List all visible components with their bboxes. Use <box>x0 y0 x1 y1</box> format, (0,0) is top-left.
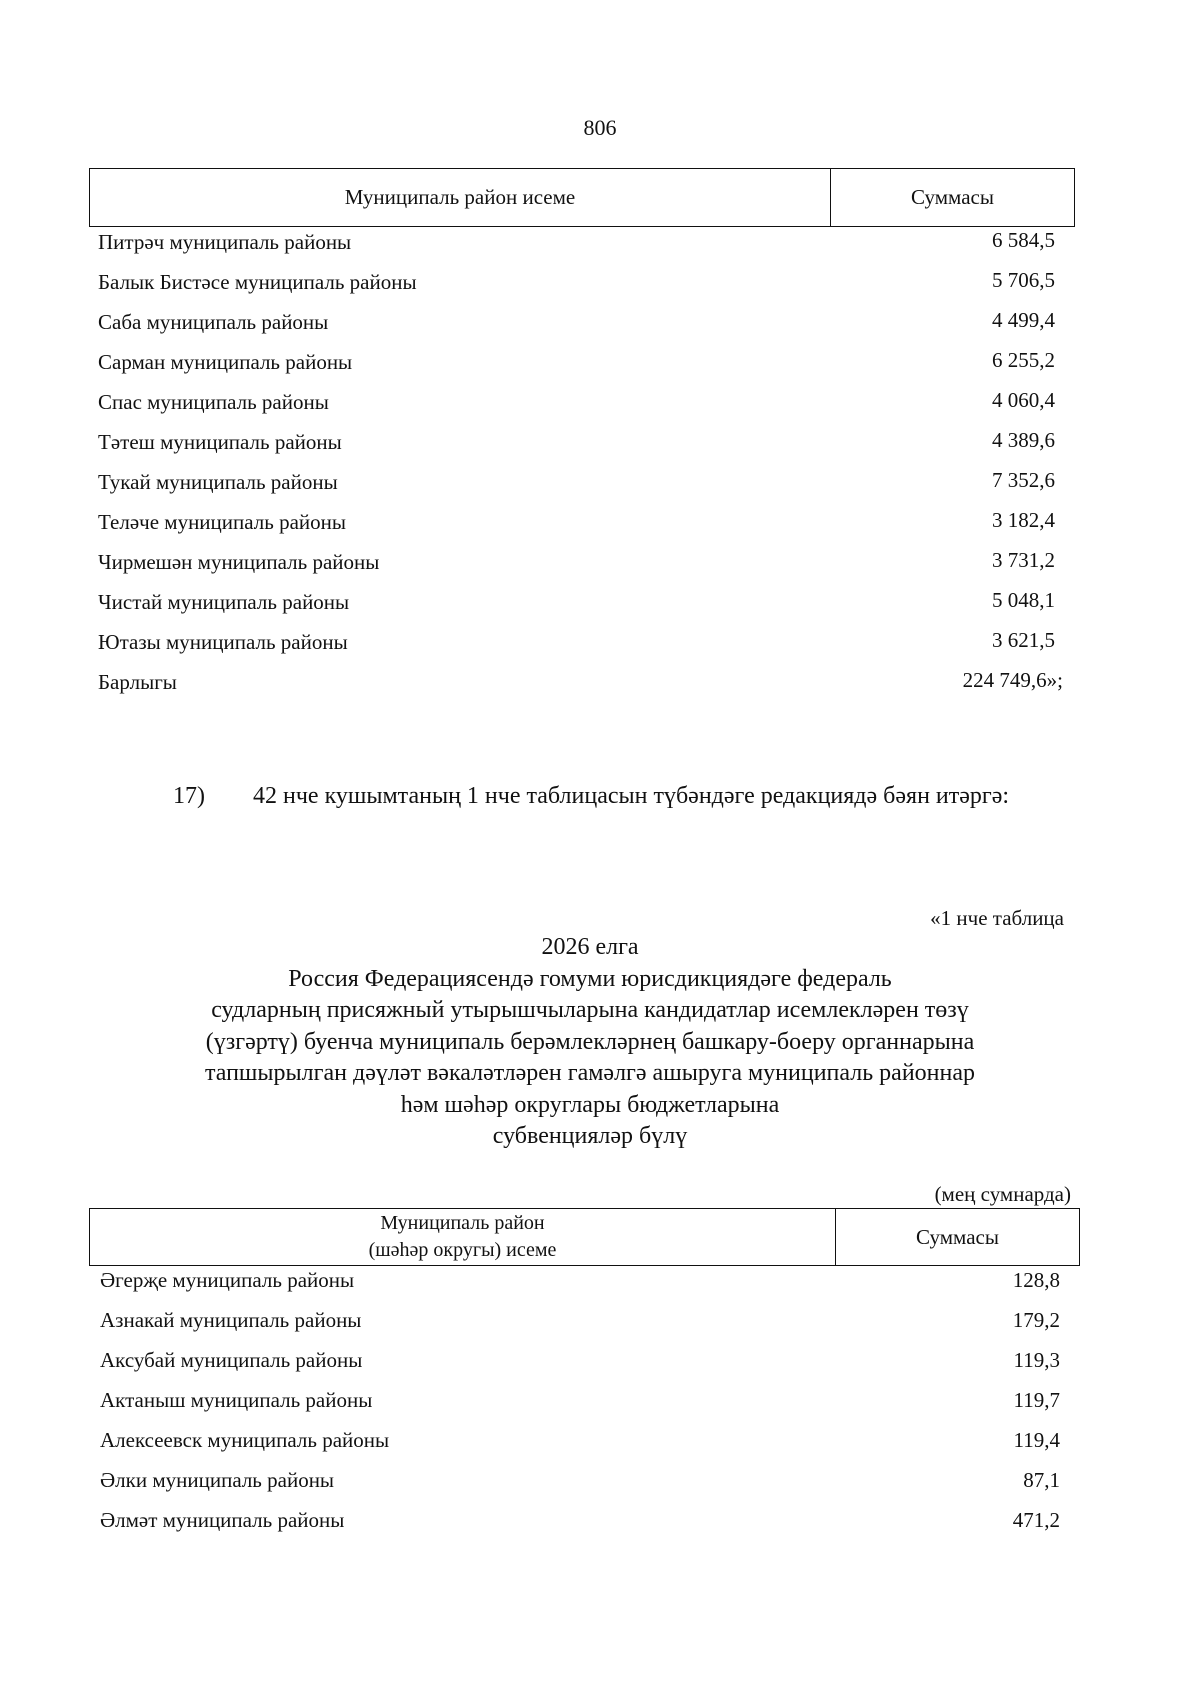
table-row <box>89 348 1075 388</box>
row-name: Ютазы муниципаль районы <box>98 630 348 654</box>
row-value: 5 706,5 <box>992 268 1055 292</box>
row-value: 179,2 <box>1012 1308 1060 1332</box>
table-row <box>89 1508 1080 1548</box>
row-value: 471,2 <box>1012 1508 1060 1532</box>
row-name: Чистай муниципаль районы <box>98 590 350 614</box>
table-row <box>89 1348 1080 1388</box>
table-row <box>89 268 1075 308</box>
table-row <box>89 1388 1080 1428</box>
heading-line: судларның присяжный утырышчыларына кандидатлар исемлекләрен төзү <box>211 997 969 1023</box>
row-value: 87,1 <box>1023 1468 1060 1492</box>
row-name: Актаныш муниципаль районы <box>100 1388 373 1412</box>
heading-line: (үзгәртү) буенча муниципаль берәмлекләрнең башкару-боеру органнарына <box>205 1028 975 1055</box>
table-row <box>89 628 1075 668</box>
table1-body <box>89 228 1075 708</box>
table-heading <box>130 932 1050 1153</box>
table-row <box>89 1428 1080 1468</box>
row-name: Тукай муниципаль районы <box>98 470 338 494</box>
row-value: 6 255,2 <box>992 348 1055 372</box>
table-row <box>89 1308 1080 1348</box>
row-name: Әлмәт муниципаль районы <box>100 1508 345 1532</box>
row-name: Балык Бистәсе муниципаль районы <box>98 270 417 294</box>
row-name: Азнакай муниципаль районы <box>100 1308 362 1332</box>
row-value: 119,7 <box>1013 1388 1060 1412</box>
table-reference: «1 нче таблица <box>930 906 1064 930</box>
table-row <box>89 308 1075 348</box>
row-name: Тәтеш муниципаль районы <box>98 430 342 454</box>
heading-line: тапшырылган дәүләт вәкаләтләрен гамәлгә ашыруга муниципаль районнар <box>204 1060 976 1086</box>
total-label: Барлыгы <box>98 670 177 694</box>
table-row <box>89 508 1075 548</box>
total-value: 224 749,6»; <box>962 668 1063 692</box>
table-row <box>89 588 1075 628</box>
paragraph-number: 17) <box>173 783 205 809</box>
row-name: Аксубай муниципаль районы <box>100 1348 363 1372</box>
amendment-paragraph <box>89 778 1063 814</box>
row-name: Питрәч муниципаль районы <box>98 230 352 254</box>
paragraph-text: 42 нче кушымтаның 1 нче таблицасын түбәндәге редакциядә бәян итәргә: <box>253 783 1010 809</box>
units-note: (мең сумнарда) <box>934 1182 1071 1206</box>
table1-header-name: Муниципаль район исеме <box>90 169 831 226</box>
row-name: Әлки муниципаль районы <box>100 1468 335 1492</box>
table2-header-name <box>90 1209 836 1265</box>
table-row <box>89 548 1075 588</box>
header-name-line2: (шәһәр округы) исеме <box>368 1239 557 1261</box>
row-value: 119,3 <box>1013 1348 1060 1372</box>
table-row <box>89 1468 1080 1508</box>
row-name: Алексеевск муниципаль районы <box>100 1428 390 1452</box>
row-value: 3 621,5 <box>992 628 1055 652</box>
row-value: 3 731,2 <box>992 548 1055 572</box>
row-value: 4 499,4 <box>992 308 1055 332</box>
table1-header-sum: Суммасы <box>911 185 994 209</box>
row-value: 7 352,6 <box>992 468 1055 492</box>
table-row <box>89 428 1075 468</box>
row-value: 4 389,6 <box>992 428 1055 452</box>
row-value: 128,8 <box>1012 1268 1060 1292</box>
heading-line: 2026 елга <box>541 934 639 960</box>
heading-line: субвенцияләр бүлү <box>492 1123 688 1149</box>
table2-body <box>89 1268 1080 1548</box>
heading-line: һәм шәһәр округлары бюджетларына <box>400 1091 780 1118</box>
row-name: Саба муниципаль районы <box>98 310 329 334</box>
table-row <box>89 388 1075 428</box>
row-name: Чирмешән муниципаль районы <box>98 550 380 574</box>
row-name: Әгерҗе муниципаль районы <box>100 1268 355 1292</box>
table2-header <box>89 1208 1080 1266</box>
row-value: 119,4 <box>1013 1428 1060 1452</box>
table1-header <box>89 168 1075 227</box>
heading-line: Россия Федерациясендә гомуми юрисдикциядәге федераль <box>288 965 892 992</box>
row-value: 3 182,4 <box>992 508 1055 532</box>
row-value: 5 048,1 <box>992 588 1055 612</box>
page-number: 806 <box>583 115 617 140</box>
table2-header-sum: Суммасы <box>916 1224 999 1249</box>
row-value: 4 060,4 <box>992 388 1055 412</box>
table-row <box>89 468 1075 508</box>
table-row <box>89 228 1075 268</box>
row-value: 6 584,5 <box>992 228 1055 252</box>
row-name: Теләче муниципаль районы <box>98 510 346 534</box>
header-name-line1: Муниципаль район <box>380 1212 545 1234</box>
table-row <box>89 1268 1080 1308</box>
table-total-row <box>89 668 1075 708</box>
row-name: Спас муниципаль районы <box>98 390 329 414</box>
row-name: Сарман муниципаль районы <box>98 350 353 374</box>
